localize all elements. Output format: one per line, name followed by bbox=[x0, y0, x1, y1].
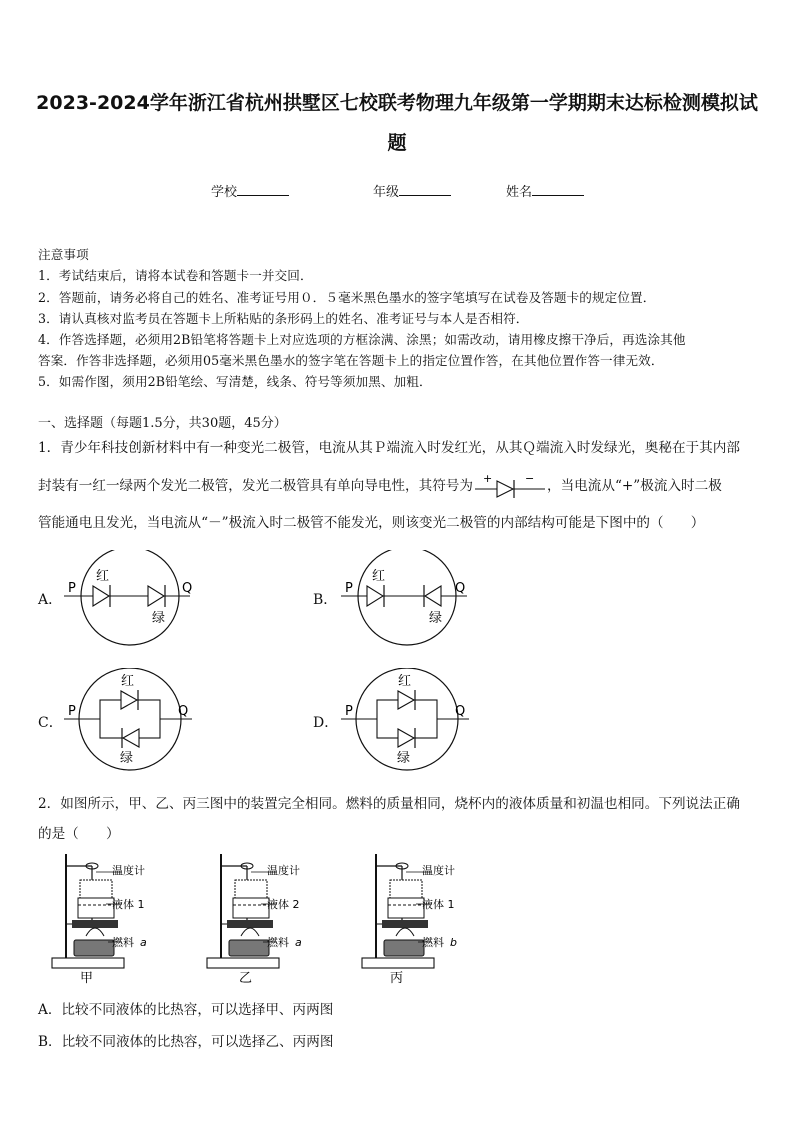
name-label: 姓名 bbox=[506, 185, 533, 200]
exam-title-line2: 题 bbox=[387, 132, 407, 154]
note-item: 1．考试结束后，请将本试卷和答题卡一并交回． bbox=[38, 268, 313, 283]
option-b-diagram bbox=[337, 550, 537, 650]
setup-name: 乙 bbox=[239, 971, 253, 986]
q1-line1: 1．青少年科技创新材料中有一种变光二极管，电流从其Ｐ端流入时发红光，从其Ｑ端流入时发绿光，奥秘在于其内部 bbox=[38, 440, 740, 456]
notes-heading: 注意事项 bbox=[38, 247, 89, 262]
section-heading: 一、选择题（每题1.5分，共30题，45分） bbox=[38, 416, 287, 431]
school-label: 学校 bbox=[211, 185, 238, 200]
exam-title-line1: 2023-2024学年浙江省杭州拱墅区七校联考物理九年级第一学期期末达标检测模拟试 bbox=[36, 92, 758, 114]
terminal-p: P bbox=[68, 704, 76, 719]
q1-line2 bbox=[38, 474, 722, 498]
terminal-q: Q bbox=[182, 581, 193, 596]
symbol-minus: − bbox=[525, 472, 535, 485]
terminal-q: Q bbox=[455, 704, 466, 719]
fuel-id: a bbox=[295, 936, 302, 949]
option-d-label[interactable]: D． bbox=[313, 715, 339, 731]
q2-line2: 的是（ ） bbox=[38, 826, 120, 842]
terminal-q: Q bbox=[455, 581, 466, 596]
thermometer-label: 温度计 bbox=[267, 864, 300, 877]
option-a-diagram bbox=[60, 550, 260, 650]
red-label: 红 bbox=[372, 569, 386, 584]
school-field[interactable] bbox=[211, 181, 289, 200]
name-field[interactable] bbox=[506, 181, 584, 200]
option-c-label[interactable]: C． bbox=[38, 715, 63, 731]
note-item: 4．作答选择题，必须用2B铅笔将答题卡上对应选项的方框涂满、涂黑；如需改动，请用橡皮擦干净后，再选涂其他 bbox=[38, 332, 686, 347]
apparatus-bing bbox=[358, 850, 498, 986]
red-label: 红 bbox=[121, 674, 135, 689]
option-b-label[interactable]: B． bbox=[313, 592, 338, 608]
green-label: 绿 bbox=[397, 751, 411, 766]
setup-name: 甲 bbox=[80, 971, 94, 986]
note-item: 5．如需作图，须用2B铅笔绘、写清楚，线条、符号等须加黑、加粗． bbox=[38, 374, 432, 389]
diode-symbol bbox=[473, 473, 547, 495]
school-blank[interactable] bbox=[237, 182, 289, 196]
terminal-p: P bbox=[345, 581, 353, 596]
q2-option-a[interactable]: A．比较不同液体的比热容，可以选择甲、丙两图 bbox=[38, 1002, 334, 1018]
apparatus-jia bbox=[48, 850, 188, 986]
option-a-label[interactable]: A． bbox=[38, 592, 63, 608]
q2-line1: 2．如图所示，甲、乙、丙三图中的装置完全相同。燃料的质量相同，烧杯内的液体质量和初温也相同。下列说法正确 bbox=[38, 796, 740, 812]
terminal-p: P bbox=[68, 581, 76, 596]
setup-name: 丙 bbox=[390, 971, 404, 986]
fuel-label: 燃料 bbox=[422, 936, 444, 949]
name-blank[interactable] bbox=[532, 182, 584, 196]
apparatus-yi bbox=[203, 850, 343, 986]
note-item: 3．请认真核对监考员在答题卡上所粘贴的条形码上的姓名、准考证号与本人是否相符． bbox=[38, 311, 529, 326]
symbol-plus: + bbox=[483, 472, 493, 485]
q1-line3: 管能通电且发光，当电流从“－”极流入时二极管不能发光，则该变光二极管的内部结构可能是下图中的（ ） bbox=[38, 515, 705, 531]
q1-line2-text-b: ，当电流从“+”极流入时二极 bbox=[547, 478, 722, 494]
note-item: 2．答题前，请务必将自己的姓名、准考证号用０．５毫米黑色墨水的签字笔填写在试卷及答题卡的规定位置． bbox=[38, 290, 656, 305]
fuel-label: 燃料 bbox=[112, 936, 134, 949]
option-c-diagram bbox=[60, 668, 260, 772]
liquid-label: 液体 1 bbox=[112, 898, 145, 911]
grade-label: 年级 bbox=[373, 185, 400, 200]
red-label: 红 bbox=[398, 674, 412, 689]
q1-line2-text: 封装有一红一绿两个发光二极管，发光二极管具有单向导电性，其符号为 bbox=[38, 478, 473, 494]
grade-blank[interactable] bbox=[399, 182, 451, 196]
note-item: 答案．作答非选择题，必须用05毫米黑色墨水的签字笔在答题卡上的指定位置作答，在其他位置作答一律无效． bbox=[38, 353, 664, 368]
fuel-label: 燃料 bbox=[267, 936, 289, 949]
liquid-label: 液体 2 bbox=[267, 898, 300, 911]
fuel-id: b bbox=[450, 936, 457, 949]
green-label: 绿 bbox=[120, 751, 134, 766]
q2-option-b[interactable]: B．比较不同液体的比热容，可以选择乙、丙两图 bbox=[38, 1034, 334, 1050]
liquid-label: 液体 1 bbox=[422, 898, 455, 911]
thermometer-label: 温度计 bbox=[422, 864, 455, 877]
thermometer-label: 温度计 bbox=[112, 864, 145, 877]
green-label: 绿 bbox=[429, 611, 443, 626]
grade-field[interactable] bbox=[373, 181, 451, 200]
terminal-q: Q bbox=[178, 704, 189, 719]
diode-symbol-icon bbox=[473, 473, 547, 499]
option-d-diagram bbox=[337, 668, 537, 772]
green-label: 绿 bbox=[152, 611, 166, 626]
fuel-id: a bbox=[140, 936, 147, 949]
red-label: 红 bbox=[96, 569, 110, 584]
terminal-p: P bbox=[345, 704, 353, 719]
